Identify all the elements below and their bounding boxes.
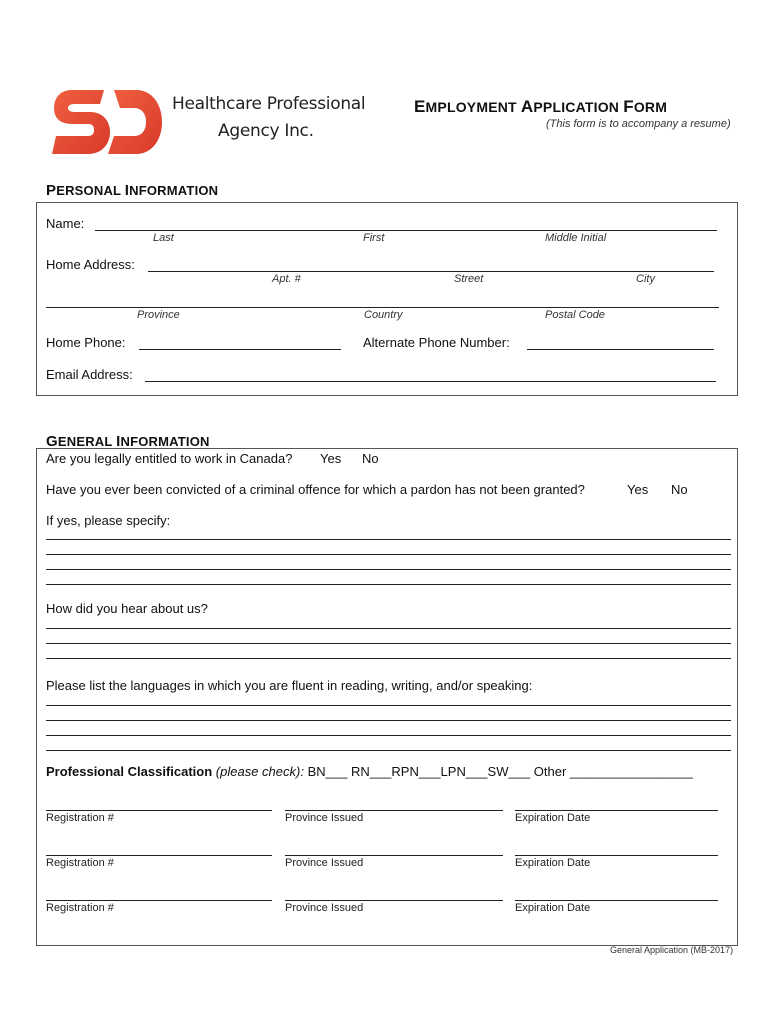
languages-label: Please list the languages in which you are fluent in reading, writing, and/or speaking: — [46, 678, 533, 693]
form-subtitle: (This form is to accompany a resume) — [546, 118, 731, 130]
registration-field-1[interactable] — [46, 810, 272, 811]
expiration-caption-1: Expiration Date — [515, 812, 591, 824]
expiration-field-1[interactable] — [515, 810, 718, 811]
specify-line-4[interactable] — [46, 584, 731, 585]
registration-caption-1: Registration # — [46, 812, 114, 824]
apt-caption: Apt. # — [272, 273, 301, 285]
postal-caption: Postal Code — [545, 309, 605, 321]
registration-field-2[interactable] — [46, 855, 272, 856]
general-info-heading: GENERAL INFORMATION — [46, 433, 210, 450]
province-country-postal-field[interactable] — [46, 307, 719, 308]
criminal-offence-question: Have you ever been convicted of a criminal offence for which a pardon has not been granted? — [46, 482, 585, 497]
name-last-caption: Last — [153, 232, 174, 244]
hear-about-us-label: How did you hear about us? — [46, 601, 208, 616]
email-label: Email Address: — [46, 367, 133, 382]
email-field[interactable] — [145, 381, 716, 382]
expiration-caption-3: Expiration Date — [515, 902, 591, 914]
street-caption: Street — [454, 273, 484, 285]
form-title: EMPLOYMENT APPLICATION FORM — [414, 97, 668, 116]
province-issued-caption-1: Province Issued — [285, 812, 364, 824]
languages-line-2[interactable] — [46, 720, 731, 721]
hear-about-line-1[interactable] — [46, 628, 731, 629]
work-eligibility-yes[interactable]: Yes — [320, 451, 342, 466]
work-eligibility-question: Are you legally entitled to work in Canada? — [46, 451, 293, 466]
province-issued-field-2[interactable] — [285, 855, 503, 856]
professional-classification[interactable] — [46, 764, 693, 779]
name-field[interactable] — [95, 230, 717, 231]
specify-line-1[interactable] — [46, 539, 731, 540]
home-address-label: Home Address: — [46, 257, 135, 272]
alt-phone-label: Alternate Phone Number: — [363, 335, 510, 350]
expiration-caption-2: Expiration Date — [515, 857, 591, 869]
country-caption: Country — [364, 309, 403, 321]
prof-class-hint: (please check): — [215, 764, 304, 779]
languages-line-3[interactable] — [46, 735, 731, 736]
criminal-offence-no[interactable]: No — [671, 482, 688, 497]
prof-class-options[interactable]: BN___ RN___RPN___LPN___SW___ Other _________________ — [307, 764, 693, 779]
registration-caption-2: Registration # — [46, 857, 114, 869]
specify-line-3[interactable] — [46, 569, 731, 570]
personal-info-box — [36, 202, 738, 396]
languages-line-4[interactable] — [46, 750, 731, 751]
province-issued-field-1[interactable] — [285, 810, 503, 811]
home-phone-label: Home Phone: — [46, 335, 126, 350]
work-eligibility-no[interactable]: No — [362, 451, 379, 466]
hear-about-line-2[interactable] — [46, 643, 731, 644]
province-issued-field-3[interactable] — [285, 900, 503, 901]
hear-about-line-3[interactable] — [46, 658, 731, 659]
personal-info-heading: PERSONAL INFORMATION — [46, 182, 219, 199]
specify-label: If yes, please specify: — [46, 513, 171, 528]
name-middle-caption: Middle Initial — [545, 232, 607, 244]
province-issued-caption-3: Province Issued — [285, 902, 364, 914]
footer-code: General Application (MB-2017) — [610, 945, 734, 955]
logo-mark-icon — [52, 86, 164, 158]
criminal-offence-yes[interactable]: Yes — [627, 482, 649, 497]
registration-caption-3: Registration # — [46, 902, 114, 914]
specify-line-2[interactable] — [46, 554, 731, 555]
name-label: Name: — [46, 216, 85, 231]
registration-field-3[interactable] — [46, 900, 272, 901]
expiration-field-2[interactable] — [515, 855, 718, 856]
home-address-field[interactable] — [148, 271, 714, 272]
languages-line-1[interactable] — [46, 705, 731, 706]
province-caption: Province — [137, 309, 180, 321]
province-issued-caption-2: Province Issued — [285, 857, 364, 869]
city-caption: City — [636, 273, 655, 285]
logo-line-1: Healthcare Professional — [172, 94, 366, 114]
alt-phone-field[interactable] — [527, 349, 714, 350]
company-logo — [52, 86, 164, 158]
expiration-field-3[interactable] — [515, 900, 718, 901]
home-phone-field[interactable] — [139, 349, 341, 350]
logo-line-2: Agency Inc. — [218, 121, 314, 141]
name-first-caption: First — [363, 232, 385, 244]
prof-class-label: Professional Classification — [46, 764, 213, 779]
